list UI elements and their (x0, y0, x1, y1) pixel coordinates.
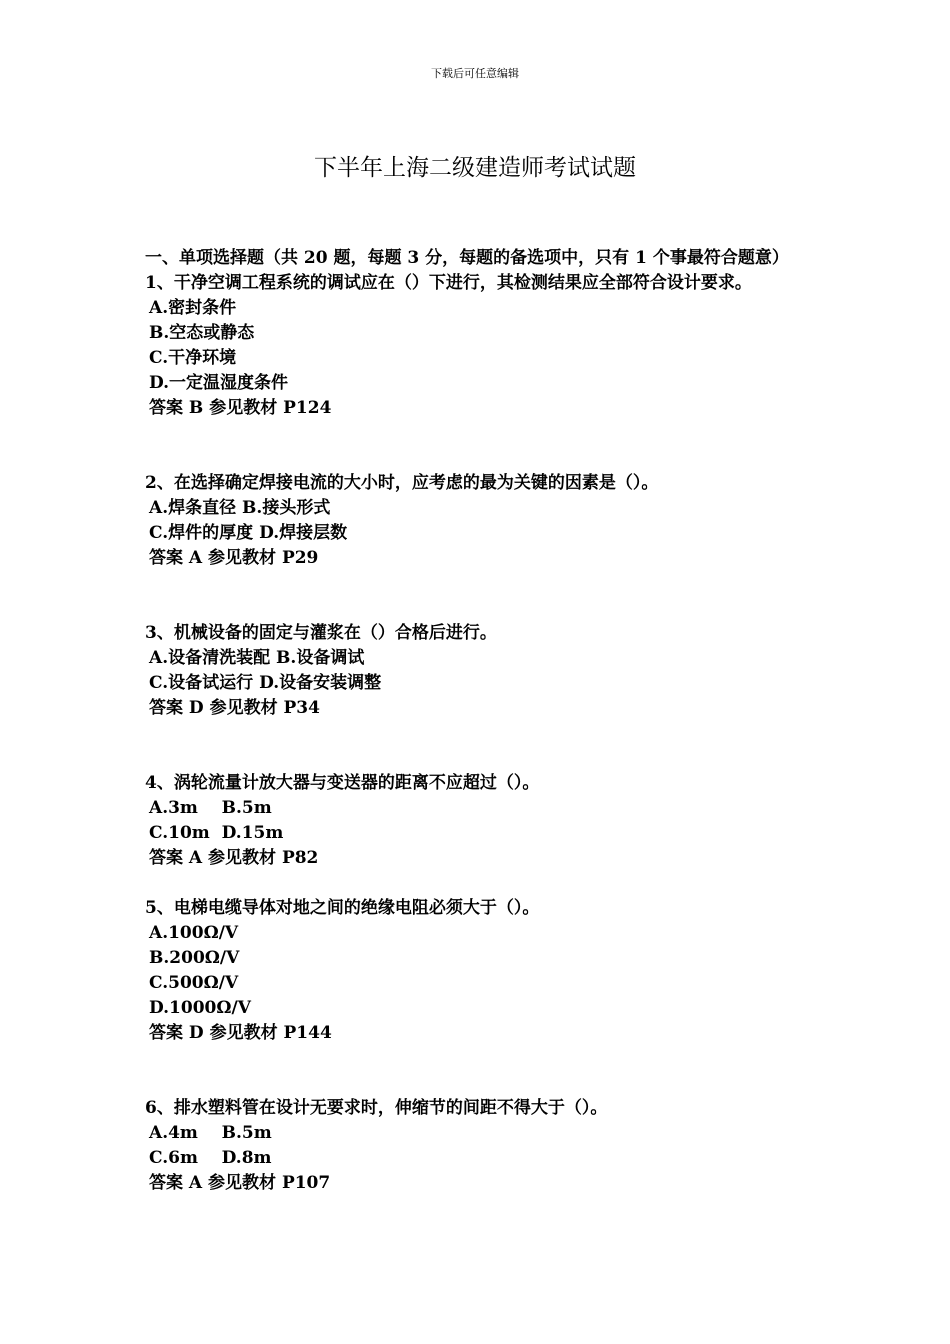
option-line: A.密封条件 (149, 298, 237, 318)
question-list (145, 246, 825, 1196)
option-line: A.100Ω/V (149, 923, 239, 943)
spacer (145, 571, 825, 621)
answer-line: 答案 B 参见教材 P124 (149, 398, 332, 418)
answer-line: 答案 D 参见教材 P34 (149, 698, 320, 718)
option-line: C.干净环境 (149, 348, 237, 368)
question-stem: 4、涡轮流量计放大器与变送器的距离不应超过（）。 (145, 773, 540, 793)
page-title: 下半年上海二级建造师考试试题 (314, 155, 636, 181)
option-line: D.1000Ω/V (149, 998, 251, 1018)
answer-line: 答案 A 参见教材 P29 (149, 548, 319, 568)
question-stem: 1、干净空调工程系统的调试应在（）下进行，其检测结果应全部符合设计要求。 (145, 273, 752, 293)
question-stem: 5、电梯电缆导体对地之间的绝缘电阻必须大于（）。 (145, 898, 540, 918)
option-line: A.3m B.5m (149, 798, 272, 818)
question-6 (145, 1096, 825, 1196)
spacer (145, 421, 825, 471)
option-line: A.4m B.5m (149, 1123, 272, 1143)
question-3 (145, 621, 825, 721)
option-line: D.一定温湿度条件 (149, 373, 289, 393)
option-line: C.500Ω/V (149, 973, 239, 993)
answer-line: 答案 A 参见教材 P82 (149, 848, 319, 868)
option-line: B.空态或静态 (149, 323, 255, 343)
spacer (145, 721, 825, 771)
question-stem: 2、在选择确定焊接电流的大小时，应考虑的最为关键的因素是（）。 (145, 473, 659, 493)
spacer (145, 1046, 825, 1096)
question-2 (145, 471, 825, 571)
option-line: C.6m D.8m (149, 1148, 272, 1168)
option-line: C.焊件的厚度 D.焊接层数 (149, 523, 348, 543)
answer-line: 答案 D 参见教材 P144 (149, 1023, 332, 1043)
option-line: A.设备清洗装配 B.设备调试 (149, 648, 365, 668)
option-line: C.设备试运行 D.设备安装调整 (149, 673, 382, 693)
option-line: C.10m D.15m (149, 823, 284, 843)
question-4 (145, 771, 825, 871)
option-line: A.焊条直径 B.接头形式 (149, 498, 331, 518)
question-1 (145, 271, 825, 421)
section-heading: 一、单项选择题（共 20 题，每题 3 分，每题的备选项中，只有 1 个事最符合题意） (145, 248, 789, 268)
answer-line: 答案 A 参见教材 P107 (149, 1173, 331, 1193)
question-stem: 6、排水塑料管在设计无要求时，伸缩节的间距不得大于（）。 (145, 1098, 608, 1118)
header-note: 下载后可任意编辑 (431, 67, 519, 80)
spacer (145, 871, 825, 896)
question-5 (145, 896, 825, 1046)
option-line: B.200Ω/V (149, 948, 240, 968)
question-stem: 3、机械设备的固定与灌浆在（）合格后进行。 (145, 623, 497, 643)
